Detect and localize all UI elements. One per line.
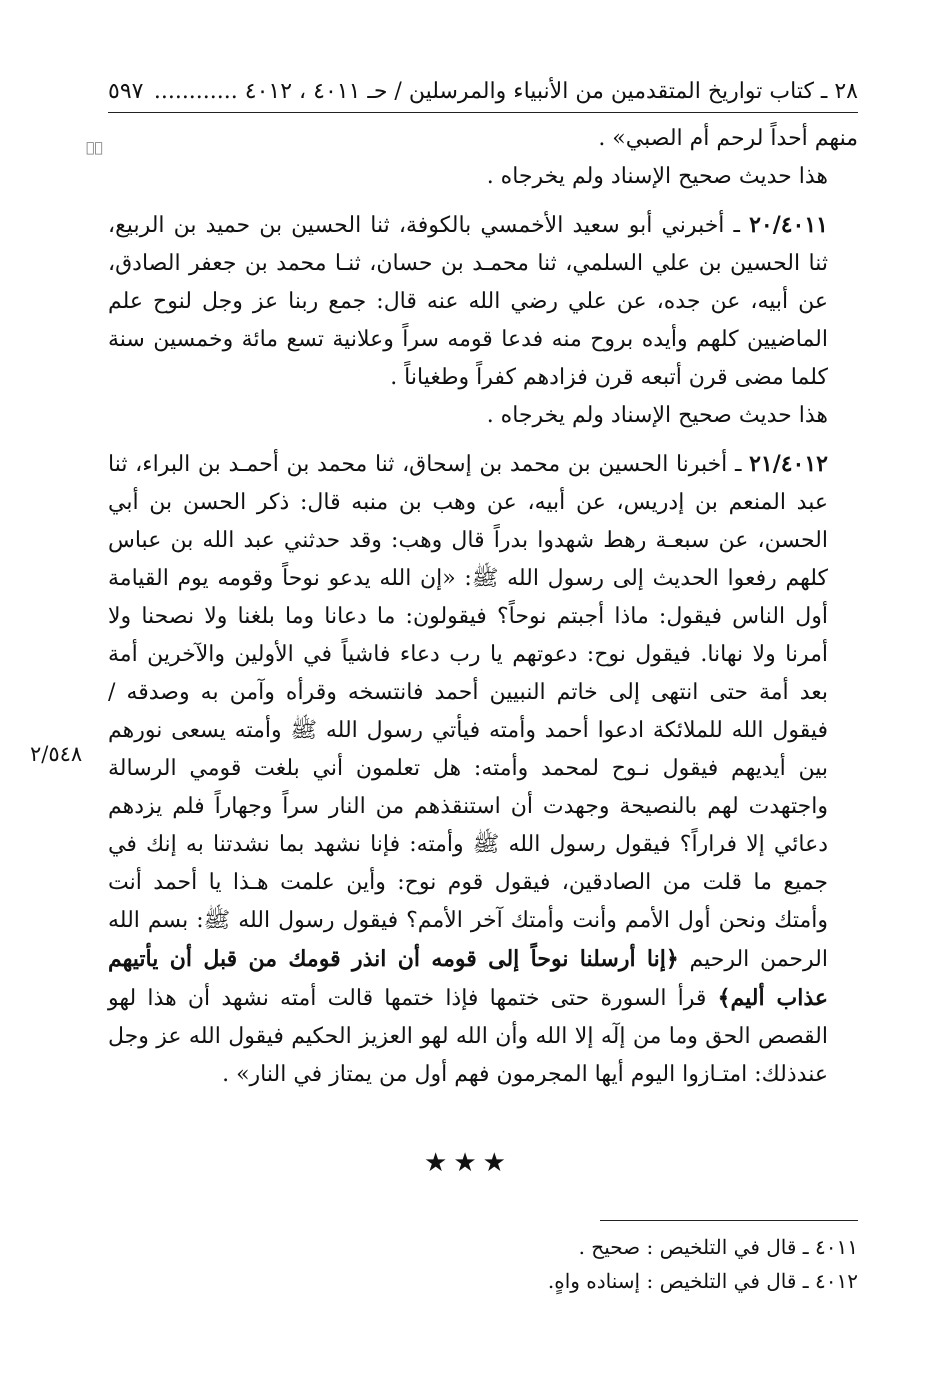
running-header — [108, 72, 858, 113]
hadith-number: ٢٠/٤٠١١ — [749, 212, 828, 238]
hadith-4012 — [108, 445, 858, 1094]
hadith-number: ٢١/٤٠١٢ — [749, 451, 828, 477]
hadith-text-end: قرأ السورة حتى ختمها فإذا ختمها قالت أمته نشهد أن هذا لهو القصص الحق وما من إلٓه إلا الله وأن الله لهو العزيز الحكيم فيقول الله عز وجل عندذلك: امتـازوا اليوم أيها المجرمون فهم أول من يمتاز في النار» . — [108, 986, 828, 1087]
body-text — [108, 120, 858, 1094]
paragraph-grading: هذا حديث صحيح الإسناد ولم يخرجاه . — [486, 164, 828, 189]
corner-mark: ٠ٞ — [86, 140, 103, 156]
paragraph-grading: هذا حديث صحيح الإسناد ولم يخرجاه . — [486, 403, 828, 428]
hadith-text: ـ أخبرني أبو سعيد الأخمسي بالكوفة، ثنا الحسين بن حميد بن الربيع، ثنا الحسين بن علي السلمي، ثنا محمـد بن حسان، ثنـا محمد بن جعفر الصادق، عن أبيه، عن جده، عن علي رضي الله عنه قال: جمع ربنا عز وجل لنوح علم الماضيين كلهم وأيده بروح منه فدعا قومه سراً وعلانية تسع مائة وخمسين سنة كلما مضى قرن أتبعه قرن فزادهم كفراً وطغياناً . — [108, 213, 828, 390]
paragraph: منهم أحداً لرحم أم الصبي» . — [598, 126, 858, 151]
header-title: ٢٨ ـ كتاب تواريخ المتقدمين من الأنبياء والمرسلين / حـ ٤٠١١ ، ٤٠١٢ ............ — [153, 79, 858, 104]
footnote: ٤٠١٢ ـ قال في التلخيص : إسناده واهٍ. — [547, 1269, 858, 1293]
hadith-4011 — [108, 206, 858, 397]
footnote: ٤٠١١ ـ قال في التلخيص : صحيح . — [578, 1235, 858, 1259]
page-number: ٥٩٧ — [108, 79, 144, 104]
footnote-rule — [600, 1220, 858, 1221]
hadith-text: ـ أخبرنا الحسين بن محمد بن إسحاق، ثنا محمد بن أحمـد بن البراء، ثنا عبد المنعم بن إدريس، عن أبيه، عن وهب بن منبه قال: ذكر الحسن بن أبي الحسن، عن سبعـة رهط شهدوا بدراً قال وهب: وقد حدثني عبد الله بن عباس كلهم رفعوا الحديث إلى رسول الله ﷺ: «إن الله يدعو نوحاً وقومه يوم القيامة أول الناس فيقول: ماذا أجبتم نوحاً؟ فيقولون: ما دعانا وما بلغنا ولا نصحنا ولا أمرنا ولا نهانا. فيقول نوح: دعوتهم يا رب دعاء فاشياً في الأولين والآخرين أمة بعد أمة حتى انتهى إلى خاتم النبيين أحمد فانتسخه وقرأه وآمن به وصدقه / فيقول الله للملائكة ادعوا أحمد وأمته فيأتي رسول الله ﷺ وأمته يسعى نورهم بين أيديهم فيقول نـوح لمحمد وأمته: هل تعلمون أني بلغت قومي الرسالة واجتهدت لهم بالنصيحة وجهدت أن استنقذهم من النار سراً وجهاراً فلم يزدهم دعائي إلا فراراً؟ فيقول رسول الله ﷺ وأمته: فإنا نشهد بما نشدتنا به إنك في جميع ما قلت من الصادقين، فيقول قوم نوح: وأين علمت هـذا يا أحمد أنت وأمتك ونحن أول الأمم وأنت وأمتك آخر الأمم؟ فيقول رسول الله ﷺ: بسم الله الرحمن الرحيم — [108, 452, 829, 972]
footnotes — [108, 1230, 858, 1298]
margin-reference: ٢/٥٤٨ — [30, 742, 83, 766]
section-separator: ★★★ — [424, 1148, 512, 1178]
quran-verse: ﴿إنا أرسلنا نوحاً إلى قومه أن انذر قومك من قبل أن يأتيهم عذاب أليم﴾ — [108, 946, 828, 1011]
